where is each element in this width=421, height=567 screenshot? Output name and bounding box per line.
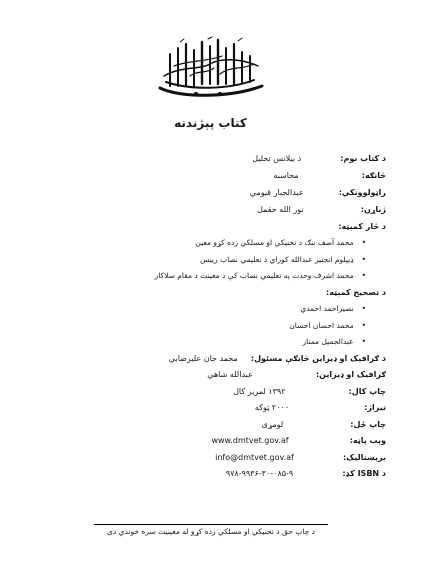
detail-row-website <box>40 434 386 448</box>
detail-label: وېب پاڼه: <box>349 436 386 445</box>
info-label: راټولوونکي: <box>338 188 386 197</box>
list-item <box>40 269 366 283</box>
detail-label: چاپ کال: <box>348 387 386 396</box>
review-member: محمد آصف ننګ د تخنيکي او مسلکي زده کړو معين <box>195 238 354 247</box>
list-item <box>40 236 366 250</box>
info-value: د بيلانس تحليل <box>252 154 302 163</box>
bullet-icon: • <box>361 321 366 330</box>
list-item <box>40 319 366 333</box>
correction-committee-heading: د تصحيح کمېټه: <box>326 288 386 297</box>
copyright-notice: د چاپ حق د تخنيکي او مسلکي زده کړو له معينيت سره خوندي دی <box>107 527 315 536</box>
list-item <box>40 335 366 349</box>
detail-label: د ISBN کډ: <box>342 469 386 478</box>
bismillah-calligraphy <box>150 36 270 102</box>
info-value: نور الله حقمل <box>257 205 304 214</box>
detail-label: ګرافيک او ډيزاين: <box>315 370 386 379</box>
detail-value: عبدالله شاهي <box>207 370 253 379</box>
info-row-translator <box>40 203 386 217</box>
detail-value: info@dmtvet.gov.af <box>215 453 294 462</box>
detail-row-circulation <box>40 401 386 415</box>
info-row-department <box>40 169 386 183</box>
list-item <box>40 302 366 316</box>
info-label: ژباړن: <box>360 205 386 214</box>
detail-row-graphics <box>40 368 386 382</box>
info-label: د کتاب نوم: <box>340 154 386 163</box>
footer-divider <box>94 524 328 525</box>
detail-row-graphics-head <box>40 352 386 366</box>
correction-member: نصيراحمد احمدي <box>300 304 354 313</box>
correction-member: عبدالجميل ممتاز <box>302 337 354 346</box>
review-member: محمد اشرف وحدت په تعليمي نصاب کې د معينت د مقام سلاکار <box>154 271 354 280</box>
detail-value: لومړی <box>261 420 284 429</box>
page-title: کتاب پېژندنه <box>174 116 247 130</box>
bullet-icon: • <box>361 271 366 280</box>
correction-member: محمد احسان احسان <box>289 321 354 330</box>
detail-label: تيراژ: <box>364 403 386 412</box>
detail-value: ۹۷۸-۹۹۳۶-۳۰-۰۸۵-۹ <box>225 469 294 478</box>
detail-row-email <box>40 451 386 465</box>
info-label: څانګه: <box>361 171 386 180</box>
detail-label: برېښناليک: <box>342 453 386 462</box>
info-row-book-name <box>40 152 386 166</box>
bullet-icon: • <box>361 337 366 346</box>
info-row-compiler <box>40 186 386 200</box>
detail-row-isbn <box>40 467 386 481</box>
detail-value: محمد جان عليرضايي <box>168 354 238 363</box>
bullet-icon: • <box>361 238 366 247</box>
review-member: ډيپلوم انجنير عبدالله کوزاي د تعليمي نصاب رييس <box>200 255 354 264</box>
detail-row-print-year <box>40 385 386 399</box>
detail-value: ۲۰۰۰ ټوکه <box>254 403 290 412</box>
info-value: عبدالجبار قيومي <box>249 188 304 197</box>
detail-label: چاپ ځل: <box>350 420 386 429</box>
bullet-icon: • <box>361 304 366 313</box>
info-value: محاسبه <box>273 171 299 180</box>
detail-row-edition <box>40 418 386 432</box>
detail-value: ۱۳۹۲ لمريز کال <box>233 387 286 396</box>
list-item <box>40 253 366 267</box>
review-committee-heading: د څار کمېټه: <box>338 222 386 231</box>
detail-label: د ګرافيک او ډيزاين څانګې مسئول: <box>250 354 386 363</box>
bullet-icon: • <box>361 255 366 264</box>
detail-value: www.dmtvet.gov.af <box>211 436 289 445</box>
